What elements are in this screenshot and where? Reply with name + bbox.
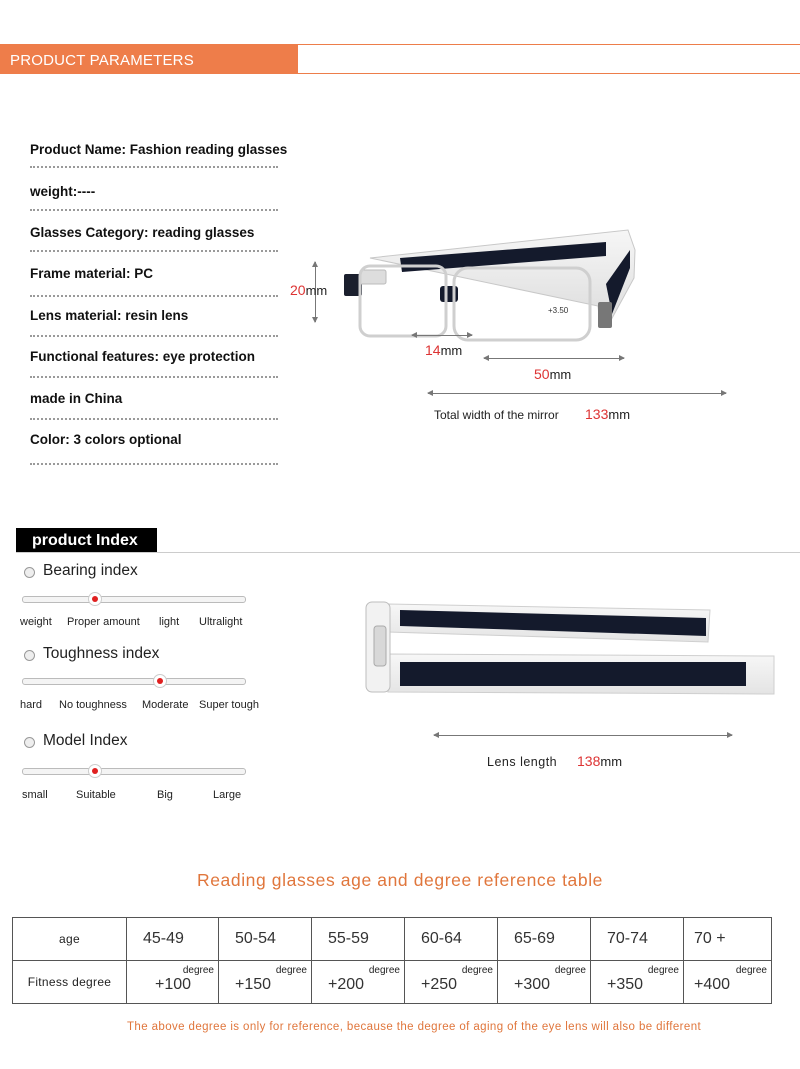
bearing-scale-label: light [159,616,180,628]
glasses-front-image [330,228,650,353]
degree-cell: degree +350 [591,961,684,1004]
glasses-folded-image [360,596,780,696]
degree-cell: degree +400 [684,961,772,1004]
divider [30,335,278,337]
age-cell: 70-74 [591,918,684,961]
lens-length-label: Lens length [487,755,558,769]
bridge-dimension: 14mm [425,342,463,358]
age-header: age [13,918,127,961]
lens-power-mark: +3.50 [548,306,569,315]
age-cell: 50-54 [219,918,312,961]
table-row-age [13,918,772,961]
age-cell: 60-64 [405,918,498,961]
lens-width-dimension: 50mm [534,366,572,382]
divider [30,463,278,465]
param-frame-material: Frame material: PC [30,266,154,281]
bearing-scale-label: Ultralight [199,616,243,628]
param-product-name: Product Name: Fashion reading glasses [30,142,288,157]
bearing-index-title: Bearing index [43,562,138,579]
divider [30,295,278,297]
lens-length-arrow [434,735,732,736]
reference-footnote: The above degree is only for reference, because the degree of aging of the eye lens will also be different [127,1021,702,1033]
age-cell: 45-49 [127,918,219,961]
toughness-scale-label: No toughness [59,699,127,711]
bearing-index-slider [22,596,246,603]
degree-cell: degree +200 [312,961,405,1004]
index-divider [16,552,800,553]
degree-cell: degree +100 [127,961,219,1004]
param-color: Color: 3 colors optional [30,432,182,447]
toughness-index-marker [153,674,167,688]
degree-cell: degree +250 [405,961,498,1004]
toughness-index-slider [22,678,246,685]
total-width-label: Total width of the mirror [434,408,559,422]
toughness-scale-label: Super tough [199,699,259,711]
reference-table-title: Reading glasses age and degree reference table [196,870,604,890]
lens-width-arrow [484,358,624,359]
model-scale-label: Large [213,789,242,801]
param-lens-material: Lens material: resin lens [30,308,189,323]
toughness-index-title: Toughness index [43,645,160,662]
divider [30,376,278,378]
degree-cell: degree +300 [498,961,591,1004]
divider [30,209,278,211]
age-cell: 65-69 [498,918,591,961]
bearing-scale-label: weight [20,616,52,628]
param-functional-features: Functional features: eye protection [30,349,256,364]
bridge-arrow [412,335,472,336]
bullet-icon [24,567,35,578]
bullet-icon [24,737,35,748]
toughness-scale-label: Moderate [142,699,189,711]
model-index-title: Model Index [43,732,128,749]
age-cell: 55-59 [312,918,405,961]
model-index-marker [88,764,102,778]
height-dimension: 20mm [290,282,328,298]
bullet-icon [24,650,35,661]
fitness-degree-header: Fitness degree [13,961,127,1004]
degree-cell: degree +150 [219,961,312,1004]
lens-length-dimension: 138mm [577,753,623,769]
param-category: Glasses Category: reading glasses [30,225,255,240]
bearing-scale-label: Proper amount [67,616,140,628]
age-degree-table [12,917,772,1004]
header-bottom-line [298,73,800,74]
product-index-tab: product Index [16,528,157,553]
model-scale-label: small [22,789,48,801]
age-cell: 70 + [684,918,772,961]
model-scale-label: Big [157,789,173,801]
bearing-index-marker [88,592,102,606]
divider [30,250,278,252]
total-width-dimension: 133mm [585,406,631,422]
divider [30,418,278,420]
total-width-arrow [428,393,726,394]
table-row-degree [13,961,772,1004]
header-title: PRODUCT PARAMETERS [10,52,194,69]
divider [30,166,278,168]
toughness-scale-label: hard [20,699,43,711]
model-index-slider [22,768,246,775]
param-origin: made in China [30,391,123,406]
model-scale-label: Suitable [76,789,116,801]
param-weight: weight:---- [30,184,96,199]
